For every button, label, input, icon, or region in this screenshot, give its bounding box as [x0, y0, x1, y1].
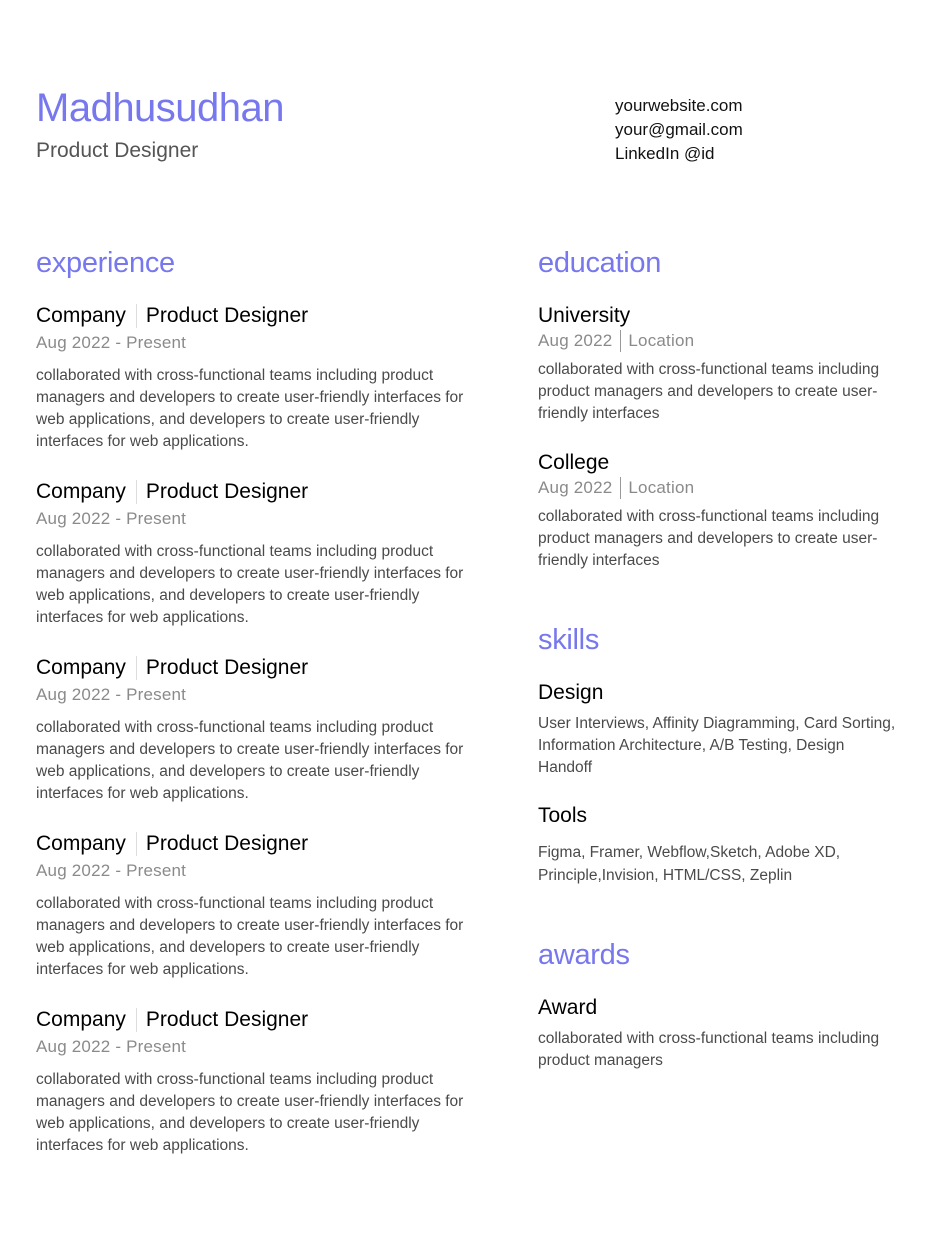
job-role: Product Designer	[145, 656, 309, 679]
awards-heading: awards	[538, 939, 630, 971]
job-role: Product Designer	[145, 304, 309, 327]
job-company: Company	[36, 304, 126, 327]
candidate-title: Product Designer	[36, 139, 199, 162]
school-name: College	[538, 451, 610, 474]
job-description: collaborated with cross-functional teams including product managers and developers to create user-friendly interfaces for web applications, and developers to create user-friendly interfaces for web applications.	[36, 895, 464, 978]
school-meta	[538, 476, 898, 500]
job-divider	[136, 1008, 137, 1032]
website-link[interactable]: yourwebsite.com	[615, 96, 743, 115]
skill-group-items: User Interviews, Affinity Diagramming, Card Sorting, Information Architecture, A/B Testing, Design Handoff	[538, 715, 896, 776]
experience-item	[36, 831, 476, 981]
award-name: Award	[538, 996, 598, 1019]
education-item	[538, 303, 898, 425]
education-heading: education	[538, 247, 662, 279]
job-company: Company	[36, 656, 126, 679]
skill-group	[538, 680, 898, 779]
job-divider	[136, 304, 137, 328]
skill-group	[538, 803, 898, 887]
experience-item	[36, 1007, 476, 1157]
school-date: Aug 2022	[538, 478, 613, 497]
school-divider	[620, 477, 621, 499]
job-company: Company	[36, 1008, 126, 1031]
job-dates: Aug 2022 - Present	[36, 861, 187, 880]
linkedin-link[interactable]: LinkedIn @id	[615, 144, 715, 163]
job-header	[36, 303, 476, 329]
job-description: collaborated with cross-functional teams including product managers and developers to create user-friendly interfaces for web applications, and developers to create user-friendly interfaces for web applications.	[36, 367, 464, 450]
skills-heading: skills	[538, 624, 600, 656]
job-description: collaborated with cross-functional teams including product managers and developers to create user-friendly interfaces for web applications, and developers to create user-friendly interfaces for web applications.	[36, 719, 464, 802]
job-header	[36, 831, 476, 857]
school-meta	[538, 329, 898, 353]
skill-group-name: Tools	[538, 804, 588, 827]
job-dates: Aug 2022 - Present	[36, 333, 187, 352]
job-dates: Aug 2022 - Present	[36, 1037, 187, 1056]
job-dates: Aug 2022 - Present	[36, 509, 187, 528]
award-description: collaborated with cross-functional teams including product managers	[538, 1030, 880, 1069]
skill-group-items: Figma, Framer, Webflow,Sketch, Adobe XD, Principle,Invision, HTML/CSS, Zeplin	[538, 844, 841, 884]
experience-heading: experience	[36, 247, 175, 279]
school-description: collaborated with cross-functional teams including product managers and developers to create user-friendly interfaces	[538, 361, 880, 422]
experience-item	[36, 479, 476, 629]
skill-group-name: Design	[538, 681, 604, 704]
job-divider	[136, 832, 137, 856]
education-item	[538, 450, 898, 572]
job-divider	[136, 656, 137, 680]
job-role: Product Designer	[145, 480, 309, 503]
job-header	[36, 479, 476, 505]
email-link[interactable]: your@gmail.com	[615, 120, 743, 139]
school-description: collaborated with cross-functional teams including product managers and developers to create user-friendly interfaces	[538, 508, 880, 569]
job-description: collaborated with cross-functional teams including product managers and developers to create user-friendly interfaces for web applications, and developers to create user-friendly interfaces for web applications.	[36, 1071, 464, 1154]
job-header	[36, 1007, 476, 1033]
job-company: Company	[36, 480, 126, 503]
school-date: Aug 2022	[538, 331, 613, 350]
job-divider	[136, 480, 137, 504]
experience-item	[36, 303, 476, 453]
contact-block	[615, 94, 743, 166]
award-item	[538, 995, 898, 1072]
job-role: Product Designer	[145, 1008, 309, 1031]
school-location: Location	[628, 331, 695, 350]
candidate-name: Madhusudhan	[36, 86, 285, 130]
job-role: Product Designer	[145, 832, 309, 855]
job-description: collaborated with cross-functional teams including product managers and developers to create user-friendly interfaces for web applications, and developers to create user-friendly interfaces for web applications.	[36, 543, 464, 626]
job-header	[36, 655, 476, 681]
school-location: Location	[628, 478, 695, 497]
job-company: Company	[36, 832, 126, 855]
job-dates: Aug 2022 - Present	[36, 685, 187, 704]
school-name: University	[538, 304, 631, 327]
experience-item	[36, 655, 476, 805]
school-divider	[620, 330, 621, 352]
